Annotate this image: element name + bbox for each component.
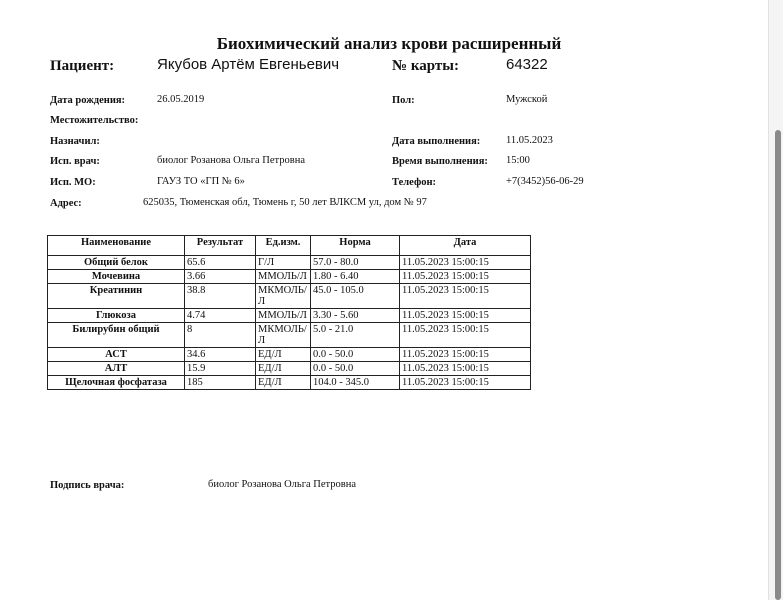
patient-name: Якубов Артём Евгеньевич <box>157 56 340 73</box>
exec-date-value: 11.05.2023 <box>506 135 553 146</box>
mo-value: ГАУЗ ТО «ГП № 6» <box>157 176 245 187</box>
cell-result: 65.6 <box>185 256 256 270</box>
sex-label: Пол: <box>392 95 415 106</box>
scrollbar-track[interactable] <box>768 0 783 600</box>
results-table <box>47 235 531 390</box>
header-norm: Норма <box>311 236 400 256</box>
table-row <box>48 376 531 390</box>
cell-norm: 45.0 - 105.0 <box>311 284 400 309</box>
cell-date: 11.05.2023 15:00:15 <box>400 270 531 284</box>
cell-result: 34.6 <box>185 348 256 362</box>
cell-name: Билирубин общий <box>48 323 185 348</box>
residence-label: Местожительство: <box>50 115 139 126</box>
cell-result: 4.74 <box>185 309 256 323</box>
header-date: Дата <box>400 236 531 256</box>
header-name: Наименование <box>48 236 185 256</box>
cell-unit: ЕД/Л <box>256 362 311 376</box>
patient-label: Пациент: <box>50 58 115 74</box>
assigned-label: Назначил: <box>50 136 100 147</box>
card-number: 64322 <box>506 56 548 73</box>
cell-unit: ЕД/Л <box>256 376 311 390</box>
doctor-value: биолог Розанова Ольга Петровна <box>157 155 306 166</box>
cell-unit: ЕД/Л <box>256 348 311 362</box>
cell-date: 11.05.2023 15:00:15 <box>400 323 531 348</box>
cell-date: 11.05.2023 15:00:15 <box>400 348 531 362</box>
table-row <box>48 309 531 323</box>
cell-norm: 3.30 - 5.60 <box>311 309 400 323</box>
doctor-label: Исп. врач: <box>50 156 100 167</box>
cell-date: 11.05.2023 15:00:15 <box>400 309 531 323</box>
cell-result: 38.8 <box>185 284 256 309</box>
table-row <box>48 362 531 376</box>
table-header-row <box>48 236 531 256</box>
cell-name: Щелочная фосфатаза <box>48 376 185 390</box>
cell-norm: 1.80 - 6.40 <box>311 270 400 284</box>
cell-name: Глюкоза <box>48 309 185 323</box>
table-row <box>48 348 531 362</box>
phone-label: Телефон: <box>392 177 437 188</box>
cell-name: АЛТ <box>48 362 185 376</box>
cell-result: 3.66 <box>185 270 256 284</box>
table-row <box>48 284 531 309</box>
cell-date: 11.05.2023 15:00:15 <box>400 376 531 390</box>
cell-result: 8 <box>185 323 256 348</box>
cell-name: АСТ <box>48 348 185 362</box>
cell-unit: МКМОЛЬ/Л <box>256 323 311 348</box>
phone-value: +7(3452)56-06-29 <box>506 176 584 187</box>
table-row <box>48 270 531 284</box>
card-label: № карты: <box>392 58 459 74</box>
cell-norm: 0.0 - 50.0 <box>311 362 400 376</box>
cell-date: 11.05.2023 15:00:15 <box>400 284 531 309</box>
birth-date-value: 26.05.2019 <box>157 94 205 105</box>
cell-name: Мочевина <box>48 270 185 284</box>
cell-name: Общий белок <box>48 256 185 270</box>
mo-label: Исп. МО: <box>50 177 96 188</box>
page-title: Биохимический анализ крови расширенный <box>216 34 562 53</box>
cell-result: 15.9 <box>185 362 256 376</box>
exec-time-label: Время выполнения: <box>392 156 488 167</box>
cell-unit: ММОЛЬ/Л <box>256 270 311 284</box>
cell-unit: МКМОЛЬ/Л <box>256 284 311 309</box>
address-label: Адрес: <box>50 198 82 209</box>
address-value: 625035, Тюменская обл, Тюмень г, 50 лет ВЛКСМ ул, дом № 97 <box>143 197 427 208</box>
cell-unit: Г/Л <box>256 256 311 270</box>
scrollbar-thumb[interactable] <box>775 130 781 600</box>
cell-norm: 57.0 - 80.0 <box>311 256 400 270</box>
cell-norm: 0.0 - 50.0 <box>311 348 400 362</box>
exec-date-label: Дата выполнения: <box>392 136 481 147</box>
exec-time-value: 15:00 <box>506 155 530 166</box>
cell-unit: ММОЛЬ/Л <box>256 309 311 323</box>
header-unit: Ед.изм. <box>256 236 311 256</box>
header-result: Результат <box>185 236 256 256</box>
birth-date-label: Дата рождения: <box>50 95 126 106</box>
cell-date: 11.05.2023 15:00:15 <box>400 256 531 270</box>
table-row <box>48 256 531 270</box>
signature-label: Подпись врача: <box>50 480 125 491</box>
sex-value: Мужской <box>506 94 548 105</box>
cell-name: Креатинин <box>48 284 185 309</box>
table-row <box>48 323 531 348</box>
cell-norm: 104.0 - 345.0 <box>311 376 400 390</box>
cell-result: 185 <box>185 376 256 390</box>
cell-date: 11.05.2023 15:00:15 <box>400 362 531 376</box>
signature-value: биолог Розанова Ольга Петровна <box>208 479 357 490</box>
cell-norm: 5.0 - 21.0 <box>311 323 400 348</box>
